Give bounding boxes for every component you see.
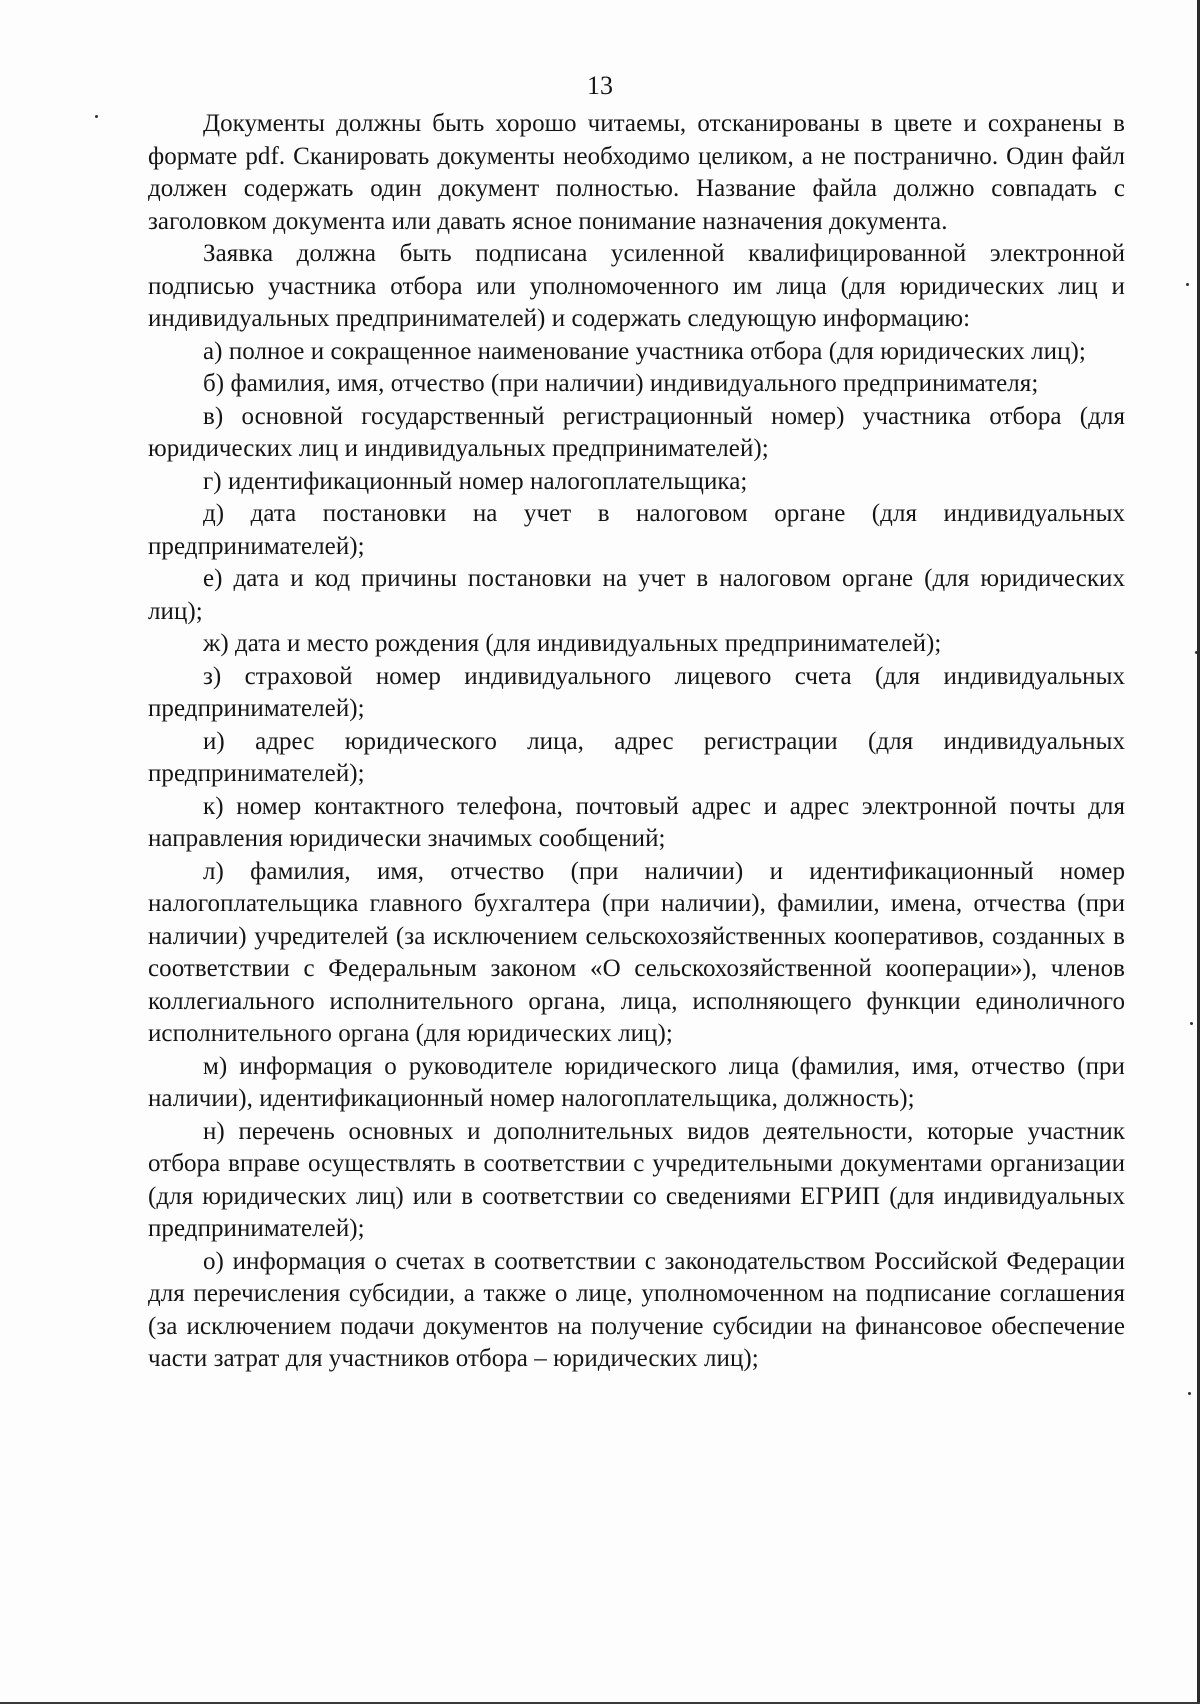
list-item-g: г) идентификационный номер налогоплательщика; — [203, 467, 748, 495]
list-item-n: н) перечень основных и дополнительных видов деятельности, которые участник отбора вправе осуществлять в соответствии с учредительными документами организации (для юридических лиц) или в соответствии со сведениями ЕГРИП (для индивидуальных предпринимателей); — [148, 1117, 1125, 1242]
scan-speck — [95, 115, 98, 118]
list-item-m: м) информация о руководителе юридического лица (фамилия, имя, отчество (при наличии), идентификационный номер налогоплательщика, должность); — [148, 1052, 1125, 1112]
list-item-l: л) фамилия, имя, отчество (при наличии) и идентификационный номер налогоплательщика главного бухгалтера (при наличии), фамилии, имена, отчества (при наличии) учредителей (за исключением сельскохозяйственных кооперативов, созданных в соответствии с Федеральным законом «О сельскохозяйственной кооперации»), членов коллегиального исполнительного органа, лица, исполняющего функции единоличного исполнительного органа (для юридических лиц); — [148, 857, 1125, 1047]
document-body — [148, 108, 1125, 1376]
page-number: 13 — [587, 71, 613, 100]
list-item-z: з) страховой номер индивидуального лицевого счета (для индивидуальных предпринимателей); — [148, 662, 1125, 722]
list-item-v: в) основной государственный регистрационный номер) участника отбора (для юридических лиц и индивидуальных предпринимателей); — [148, 402, 1125, 462]
list-item-e: е) дата и код причины постановки на учет в налоговом органе (для юридических лиц); — [148, 565, 1125, 625]
paragraph-application: Заявка должна быть подписана усиленной квалифицированной электронной подписью участника отбора или уполномоченного им лица (для юридических лиц и индивидуальных предпринимателей) и содержать следующую информацию: — [148, 240, 1125, 332]
list-item-a: а) полное и сокращенное наименование участника отбора (для юридических лиц); — [203, 337, 1086, 365]
list-item-zh: ж) дата и место рождения (для индивидуальных предпринимателей); — [203, 630, 942, 657]
scan-speck — [1188, 1392, 1191, 1395]
scan-speck — [1190, 1022, 1193, 1025]
list-item-i: и) адрес юридического лица, адрес регистрации (для индивидуальных предпринимателей); — [148, 727, 1125, 787]
list-item-o: о) информация о счетах в соответствии с законодательством Российской Федерации для перечисления субсидии, а также о лице, уполномоченном на подписание соглашения (за исключением подачи документов на получение субсидии на финансовое обеспечение части затрат для участников отбора – юридических лиц); — [148, 1247, 1125, 1372]
scan-speck — [1195, 651, 1198, 654]
paragraph-intro: Документы должны быть хорошо читаемы, отсканированы в цвете и сохранены в формате pdf. Сканировать документы необходимо целиком, а не постранично. Один файл должен содержать один документ полностью. Название файла должно совпадать с заголовком документа или давать ясное понимание назначения документа. — [148, 110, 1125, 235]
scan-speck — [1186, 283, 1189, 286]
list-item-b: б) фамилия, имя, отчество (при наличии) индивидуального предпринимателя; — [203, 370, 1039, 397]
list-item-k: к) номер контактного телефона, почтовый адрес и адрес электронной почты для направления юридически значимых сообщений; — [148, 792, 1125, 852]
list-item-d: д) дата постановки на учет в налоговом органе (для индивидуальных предпринимателей); — [148, 500, 1125, 560]
